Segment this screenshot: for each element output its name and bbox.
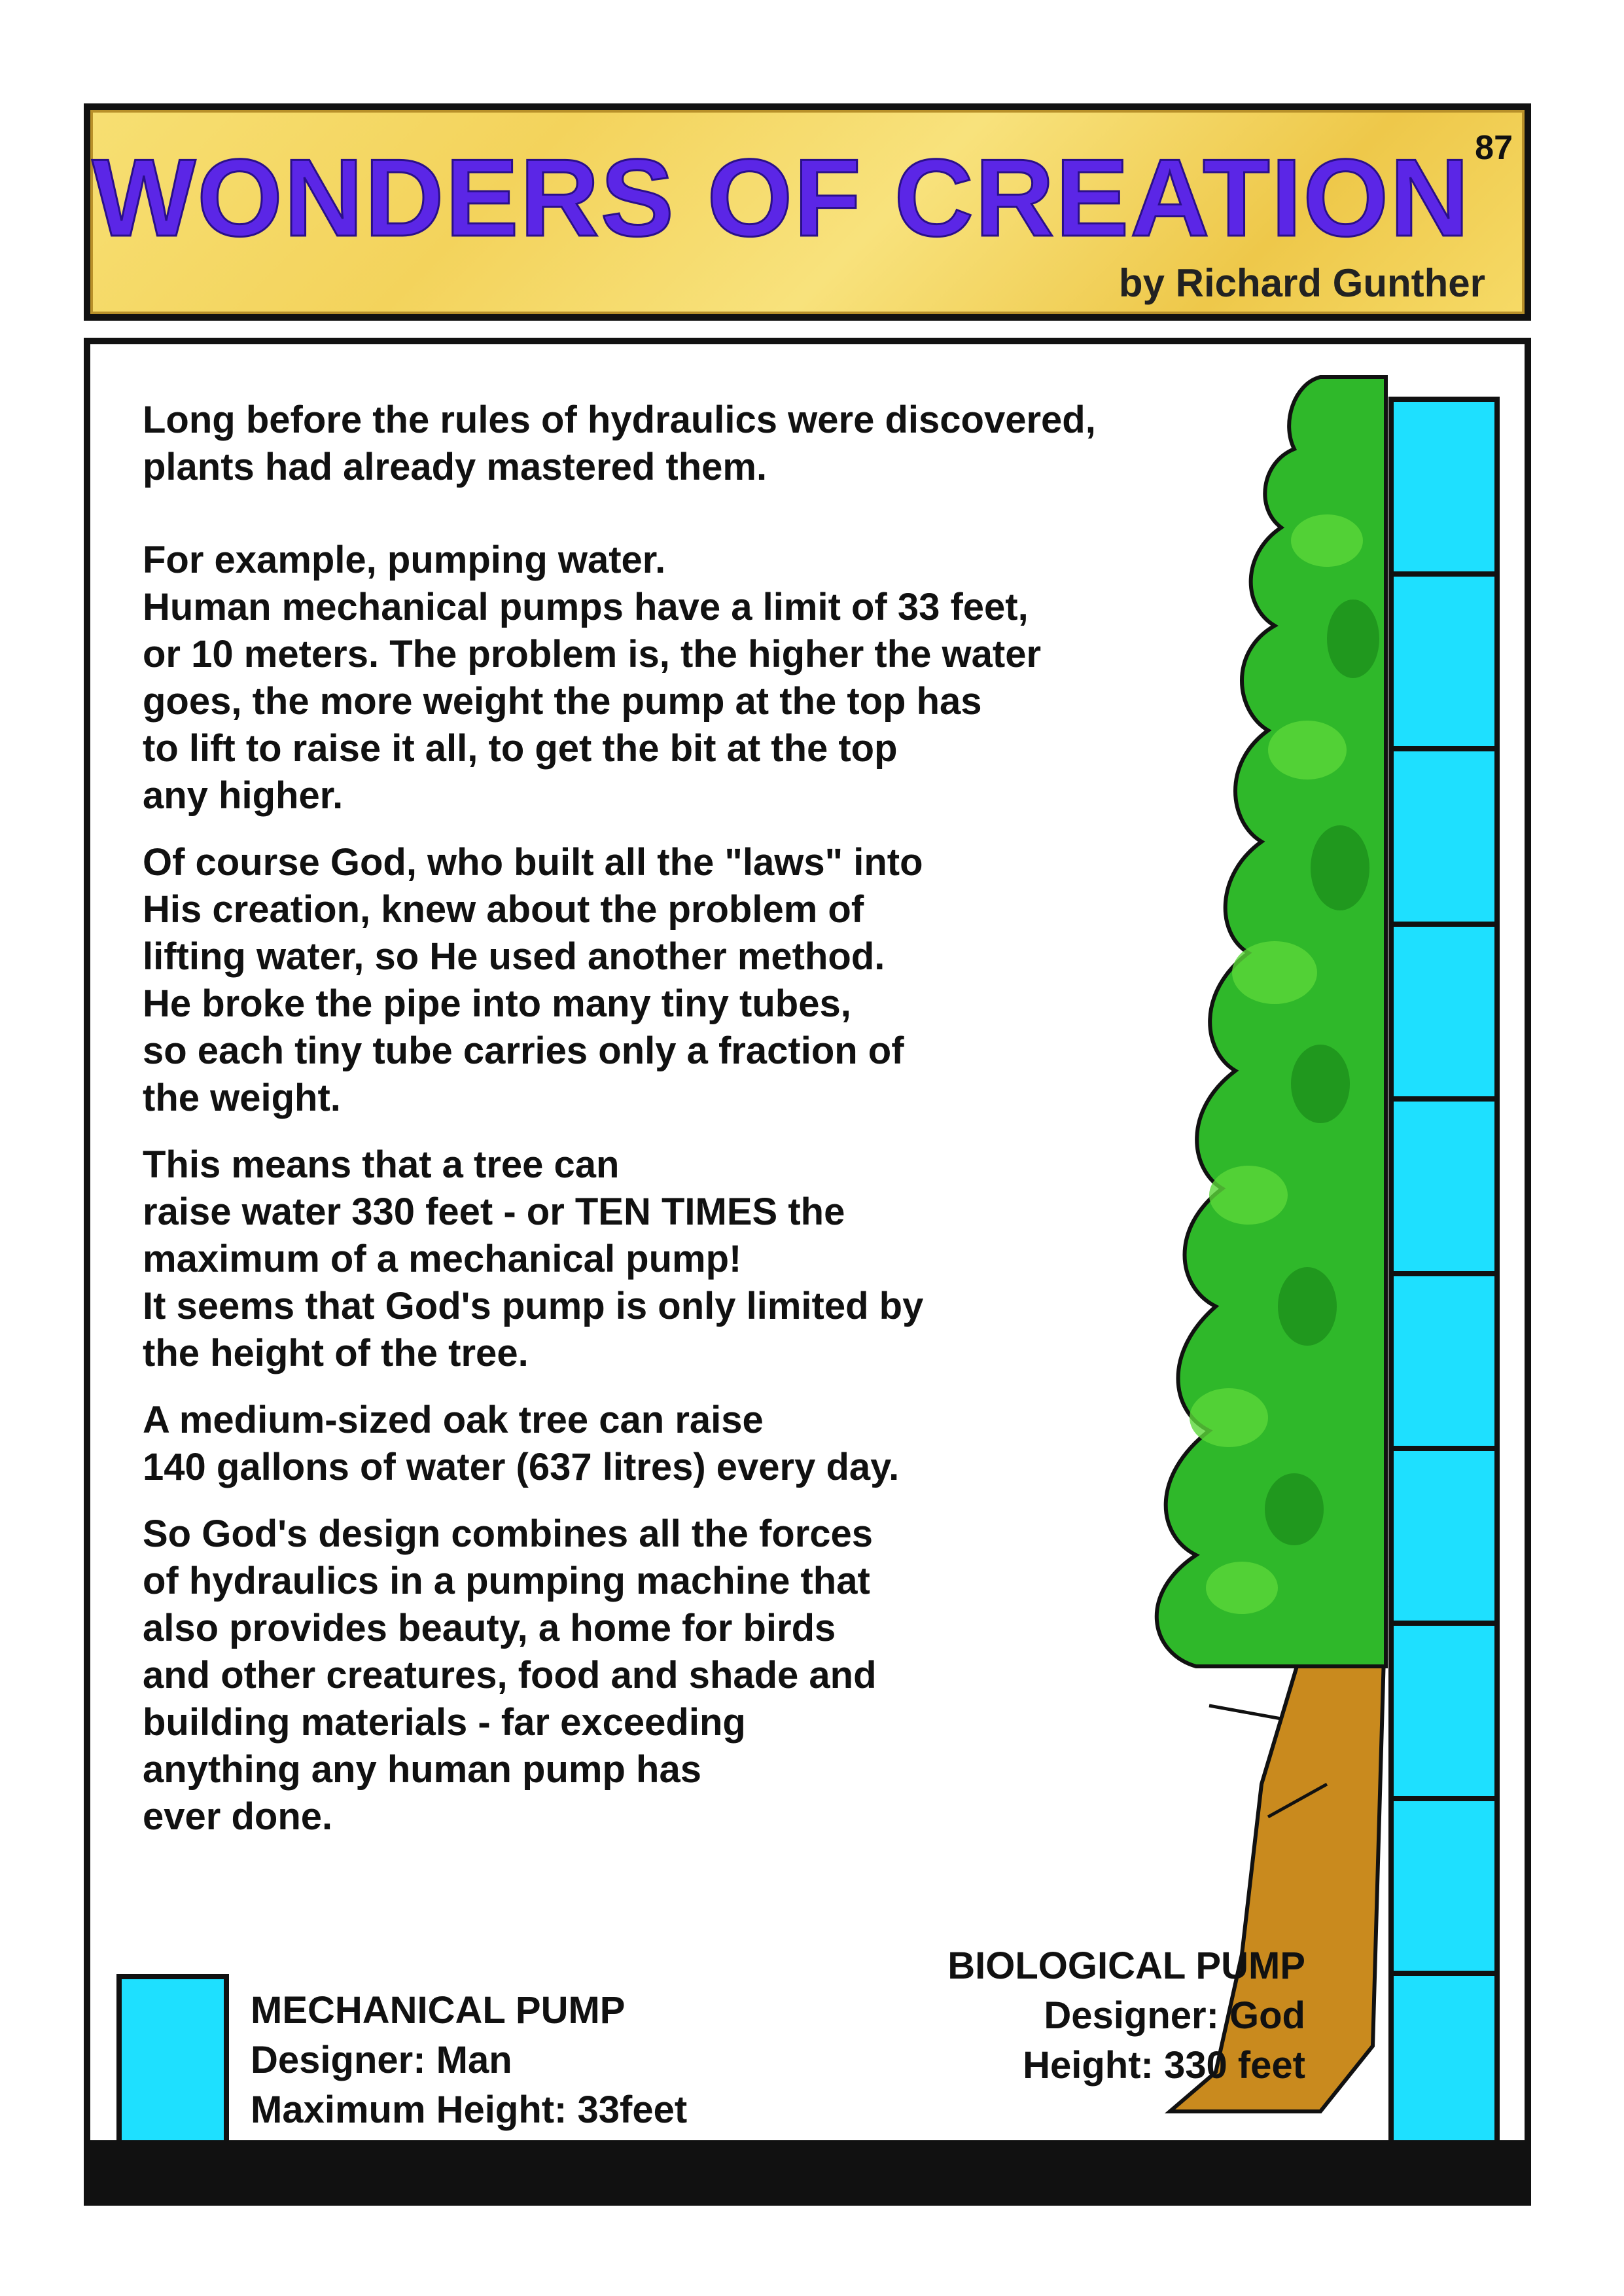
biological-pump-height: Height: 330 feet bbox=[1023, 2044, 1305, 2087]
ground-bar bbox=[90, 2140, 1525, 2199]
pump-segment bbox=[1394, 1451, 1494, 1626]
byline: by Richard Gunther bbox=[1118, 261, 1485, 305]
body-text bbox=[143, 397, 1255, 1860]
paragraph-god-method: Of course God, who built all the "laws" into His creation, knew about the problem of lifting water, so He used another method. He broke the pipe into many tiny tubes, so each tiny tube carries only a fraction of the weight. bbox=[143, 841, 923, 1119]
paragraph-ten-times: This means that a tree can raise water 330 feet - or TEN TIMES the maximum of a mechanical pump! It seems that God's pump is only limited by the height of the tree. bbox=[143, 1143, 924, 1374]
pump-segment bbox=[1394, 577, 1494, 751]
pump-segment bbox=[1394, 1626, 1494, 1801]
page-title: WONDERS OF CREATION bbox=[92, 136, 1471, 259]
pump-segment bbox=[1394, 1976, 1494, 2145]
mechanical-pump-block bbox=[116, 1974, 229, 2157]
biological-pump-column bbox=[1388, 397, 1500, 2151]
mechanical-pump-title: MECHANICAL PUMP bbox=[251, 1989, 626, 2032]
paragraph-intro: Long before the rules of hydraulics were discovered, plants had already mastered them. bbox=[143, 399, 1096, 488]
biological-pump-designer: Designer: God bbox=[1044, 1994, 1305, 2037]
paragraph-design: So God's design combines all the forces of hydraulics in a pumping machine that also provides beauty, a home for birds and other creatures, food and shade and building materials - far exceeding anything any human pump has ever done. bbox=[143, 1513, 877, 1838]
pump-segment bbox=[1394, 1102, 1494, 1276]
content-panel bbox=[84, 338, 1531, 2206]
paragraph-pumping: For example, pumping water. Human mechanical pumps have a limit of 33 feet, or 10 meters. The problem is, the higher the water goes, the more weight the pump at the top has to lift to raise it all, to get the bit at the top any higher. bbox=[143, 539, 1042, 817]
mechanical-pump-caption bbox=[251, 1986, 687, 2135]
pump-segment bbox=[1394, 751, 1494, 926]
pump-segment bbox=[1394, 402, 1494, 577]
pump-segment bbox=[1394, 1276, 1494, 1451]
biological-pump-caption bbox=[947, 1941, 1305, 2090]
pump-segment bbox=[1394, 927, 1494, 1102]
biological-pump-title: BIOLOGICAL PUMP bbox=[947, 1945, 1305, 1987]
page-number: 87 bbox=[1475, 129, 1513, 167]
pump-segment bbox=[1394, 1801, 1494, 1976]
paragraph-oak: A medium-sized oak tree can raise 140 gallons of water (637 litres) every day. bbox=[143, 1399, 900, 1488]
mechanical-pump-designer: Designer: Man bbox=[251, 2039, 512, 2081]
mechanical-pump-height: Maximum Height: 33feet bbox=[251, 2089, 688, 2131]
title-banner bbox=[84, 103, 1531, 321]
